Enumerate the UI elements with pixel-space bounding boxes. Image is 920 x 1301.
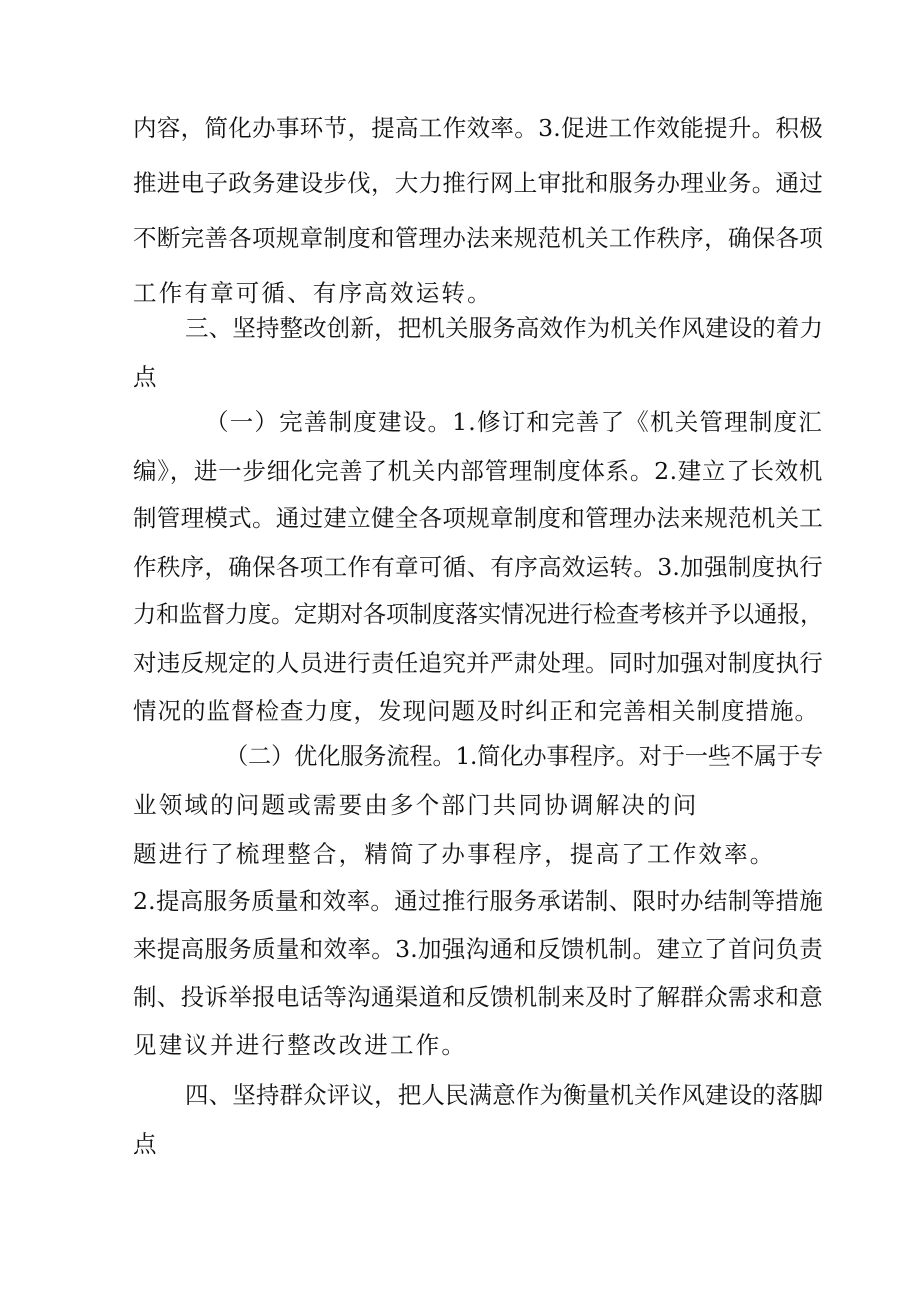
paragraph-line: 制、投诉举报电话等沟通渠道和反馈机制来及时了解群众需求和意 [133,983,823,1011]
paragraph-line: 题进行了梳理整合，精简了办事程序，提高了工作效率。 [133,840,776,868]
paragraph-line: 见建议并进行整改改进工作。 [133,1031,468,1059]
paragraph-line: 作秩序，确保各项工作有章可循、有序高效运转。3.加强制度执行 [133,553,823,581]
paragraph-line: 内容，简化办事环节，提高工作效率。3.促进工作效能提升。积极 [133,114,823,142]
section-heading-3: 三、坚持整改创新，把机关服务高效作为机关作风建设的着力 [185,314,823,342]
section-heading-4: 四、坚持群众评议，把人民满意作为衡量机关作风建设的落脚 [185,1081,823,1109]
paragraph-line: 情况的监督检查力度，发现问题及时纠正和完善相关制度措施。 [133,697,819,725]
subsection-heading-2: （二）优化服务流程。1.简化办事程序。对于一些不属于专 [225,743,823,770]
paragraph-line: 工作有章可循、有序高效运转。 [133,279,493,307]
paragraph-line: 制管理模式。通过建立健全各项规章制度和管理办法来规范机关工 [133,504,823,532]
paragraph-line: 力和监督力度。定期对各项制度落实情况进行检查考核并予以通报， [133,601,823,628]
paragraph-line: 推进电子政务建设步伐，大力推行网上审批和服务办理业务。通过 [133,169,823,197]
paragraph-line: 业领域的问题或需要由多个部门共同协调解决的问 [133,791,699,819]
section-heading-3-cont: 点 [133,363,159,391]
paragraph-line: 对违反规定的人员进行责任追究并严肃处理。同时加强对制度执行 [133,649,823,677]
paragraph-line: 2.提高服务质量和效率。通过推行服务承诺制、限时办结制等措施 [133,887,823,915]
paragraph-line: 来提高服务质量和效率。3.加强沟通和反馈机制。建立了首问负责 [133,935,823,963]
paragraph-line: 不断完善各项规章制度和管理办法来规范机关工作秩序，确保各项 [133,224,823,252]
subsection-heading-1: （一）完善制度建设。1.修订和完善了《机关管理制度汇 [205,408,823,436]
paragraph-line: 编》，进一步细化完善了机关内部管理制度体系。2.建立了长效机 [133,457,823,485]
section-heading-4-cont: 点 [133,1130,159,1158]
